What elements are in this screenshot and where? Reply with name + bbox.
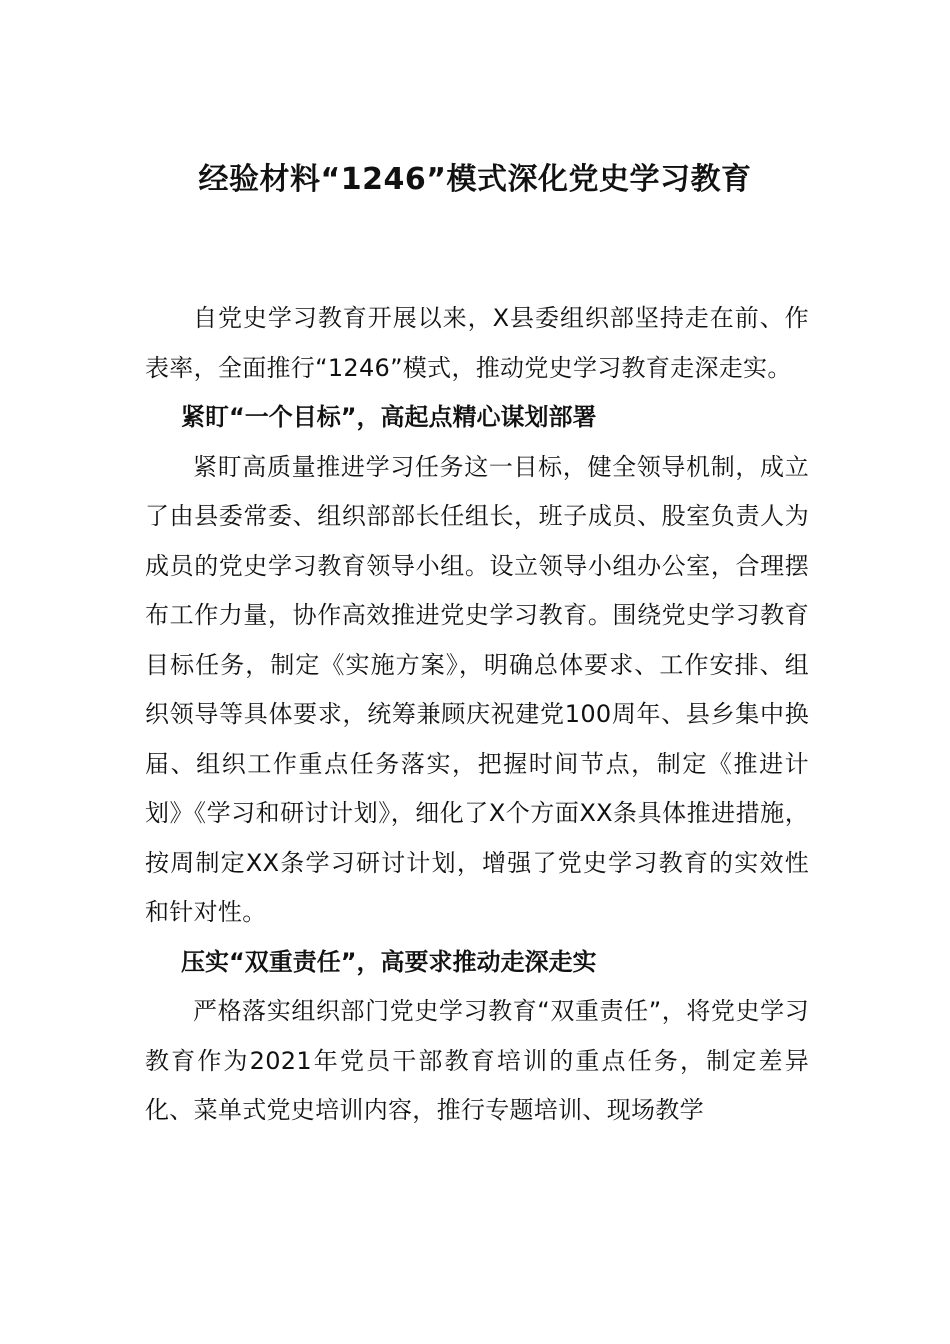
- section-heading-dual-responsibility: 压实“双重责任”，高要求推动走深走实: [181, 947, 597, 976]
- section-heading-one-goal: 紧盯“一个目标”，高起点精心谋划部署: [181, 403, 597, 431]
- section-one-paragraph: 紧盯高质量推进学习任务这一目标，健全领导机制，成立了由县委常委、组织部部长任组长，班子成员、股室负责人为成员的党史学习教育领导小组。设立领导小组办公室，合理摆布工作力量，协作高效推进党史学习教育。围绕党史学习教育目标任务，制定《实施方案》，明确总体要求、工作安排、组织领导等具体要求，统筹兼顾庆祝建党100周年、县乡集中换届、组织工作重点任务落实，把握时间节点，制定《推进计划》《学习和研讨计划》，细化了X个方面XX条具体推进措施，按周制定XX条学习研讨计划，增强了党史学习教育的实效性和针对性。: [145, 452, 809, 926]
- document-title: 经验材料“1246”模式深化党史学习教育: [198, 162, 752, 197]
- document-body: [145, 294, 809, 1136]
- section-two-paragraph: 严格落实组织部门党史学习教育“双重责任”，将党史学习教育作为2021年党员干部教育培训的重点任务，制定差异化、菜单式党史培训内容，推行专题培训、现场教学: [145, 997, 809, 1124]
- intro-paragraph: 自党史学习教育开展以来，X县委组织部坚持走在前、作表率，全面推行“1246”模式，推动党史学习教育走深走实。: [145, 304, 809, 382]
